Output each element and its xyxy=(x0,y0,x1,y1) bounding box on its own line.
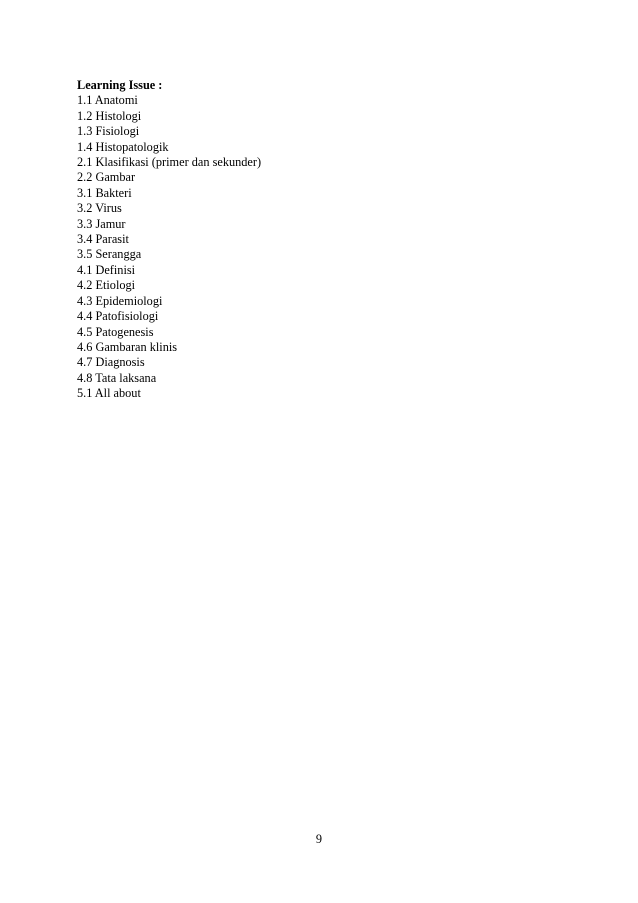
list-item: 4.8 Tata laksana xyxy=(77,370,157,385)
learning-issue-list xyxy=(77,93,261,401)
list-item: 3.4 Parasit xyxy=(77,232,129,247)
list-item: 2.2 Gambar xyxy=(77,170,136,185)
list-item: 3.3 Jamur xyxy=(77,216,126,231)
list-item: 4.1 Definisi xyxy=(77,262,136,277)
page-number: 9 xyxy=(315,832,323,846)
list-item: 2.1 Klasifikasi (primer dan sekunder) xyxy=(77,155,262,170)
list-item: 4.7 Diagnosis xyxy=(77,355,145,370)
list-item: 3.5 Serangga xyxy=(77,247,142,262)
list-item: 4.5 Patogenesis xyxy=(77,324,154,339)
list-item: 4.2 Etiologi xyxy=(77,278,136,293)
list-item: 4.6 Gambaran klinis xyxy=(77,339,178,354)
list-item: 1.2 Histologi xyxy=(77,108,142,123)
list-item: 1.1 Anatomi xyxy=(77,93,138,108)
learning-issue-section xyxy=(77,78,261,402)
list-item: 1.3 Fisiologi xyxy=(77,124,140,139)
list-item: 3.2 Virus xyxy=(77,201,122,216)
list-item: 4.3 Epidemiologi xyxy=(77,293,163,308)
list-item: 4.4 Patofisiologi xyxy=(77,309,159,324)
list-item: 1.4 Histopatologik xyxy=(77,139,169,154)
list-item: 3.1 Bakteri xyxy=(77,185,132,200)
list-item: 5.1 All about xyxy=(77,386,141,401)
learning-issue-heading: Learning Issue : xyxy=(77,78,163,92)
